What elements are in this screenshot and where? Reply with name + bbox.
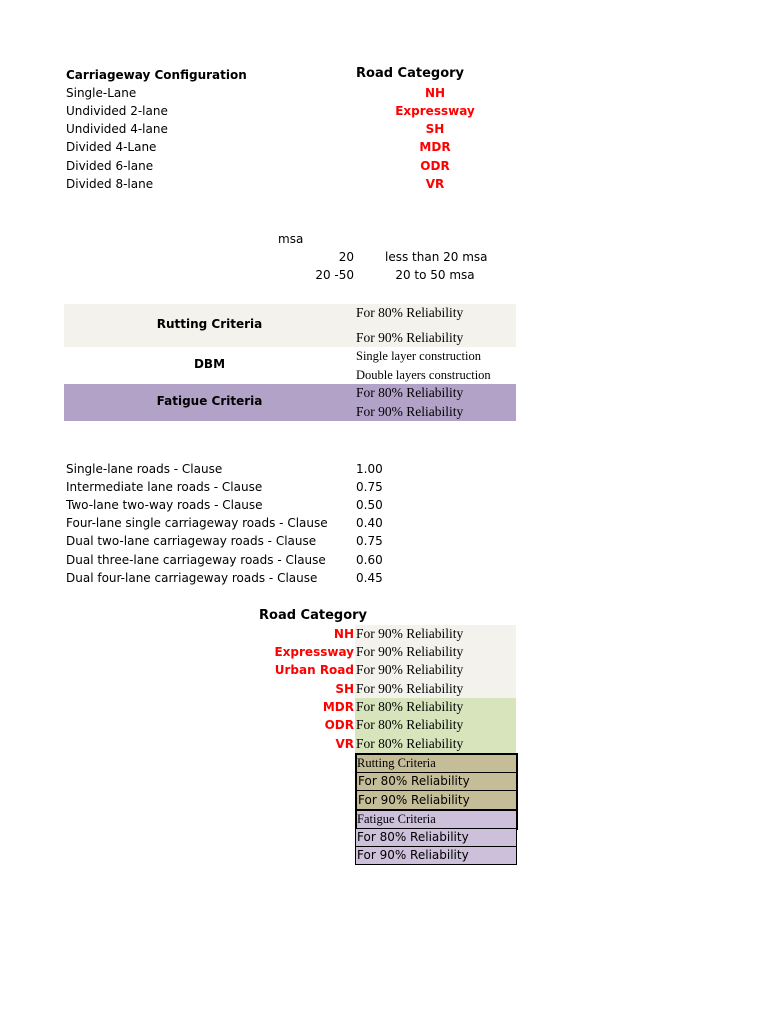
rutting-box-title — [355, 753, 518, 774]
clause-value: 0.75 — [356, 480, 383, 494]
road-category-header: Road Category — [356, 66, 465, 81]
clause-label: Single-lane roads - Clause — [66, 462, 223, 476]
clause-value: 0.50 — [356, 498, 383, 512]
reliability-value: For 80% Reliability — [356, 736, 464, 751]
fatigue-box-row — [355, 846, 517, 865]
clause-label: Dual four-lane carriageway roads - Clause — [66, 571, 318, 585]
rutting-box-row — [355, 790, 518, 811]
category-item: Expressway — [395, 104, 475, 118]
reliability-road-category-header: Road Category — [259, 608, 368, 623]
reliability-category: VR — [335, 737, 354, 751]
reliability-category: ODR — [324, 718, 354, 732]
clause-value: 0.40 — [356, 516, 383, 530]
fatigue-box-row-text: For 80% Reliability — [357, 830, 469, 844]
fatigue-option: For 80% Reliability — [356, 385, 464, 400]
carriageway-config-header: Carriageway Configuration — [66, 68, 247, 82]
clause-value: 0.75 — [356, 534, 383, 548]
reliability-category: Urban Road — [274, 663, 354, 677]
dbm-option: Single layer construction — [356, 349, 481, 363]
fatigue-option: For 90% Reliability — [356, 404, 464, 419]
rutting-criteria-label: Rutting Criteria — [156, 317, 263, 331]
category-item: SH — [425, 122, 445, 136]
category-item: MDR — [419, 140, 451, 154]
clause-value: 0.45 — [356, 571, 383, 585]
clause-value: 0.60 — [356, 553, 383, 567]
reliability-value: For 80% Reliability — [356, 699, 464, 714]
msa-value: 20 -50 — [315, 268, 354, 282]
config-item: Undivided 2-lane — [66, 104, 168, 118]
reliability-value: For 90% Reliability — [356, 681, 464, 696]
msa-desc: less than 20 msa — [385, 250, 488, 264]
rutting-option: For 80% Reliability — [356, 305, 464, 320]
reliability-category: Expressway — [274, 645, 354, 659]
config-item: Divided 4-Lane — [66, 140, 157, 154]
fatigue-box-title-text: Fatigue Criteria — [357, 812, 436, 826]
fatigue-box-title — [355, 809, 518, 830]
category-item: VR — [425, 177, 445, 191]
rutting-box-title-text: Rutting Criteria — [357, 756, 436, 770]
dbm-label: DBM — [193, 357, 226, 371]
clause-value: 1.00 — [356, 462, 383, 476]
reliability-value: For 90% Reliability — [356, 644, 464, 659]
fatigue-box-row — [355, 828, 517, 847]
reliability-category: SH — [335, 682, 354, 696]
config-item: Divided 8-lane — [66, 177, 154, 191]
clause-label: Dual three-lane carriageway roads - Clause — [66, 553, 326, 567]
dbm-option: Double layers construction — [356, 368, 491, 382]
reliability-category: NH — [333, 627, 354, 641]
rutting-box-row-text: For 90% Reliability — [358, 793, 470, 807]
config-item: Single-Lane — [66, 86, 137, 100]
fatigue-criteria-label: Fatigue Criteria — [156, 394, 263, 408]
config-item: Undivided 4-lane — [66, 122, 168, 136]
clause-label: Intermediate lane roads - Clause — [66, 480, 263, 494]
clause-label: Two-lane two-way roads - Clause — [66, 498, 263, 512]
msa-desc: 20 to 50 msa — [395, 268, 475, 282]
clause-label: Four-lane single carriageway roads - Clause — [66, 516, 328, 530]
fatigue-box-row-text: For 90% Reliability — [357, 848, 469, 862]
reliability-value: For 90% Reliability — [356, 662, 464, 677]
rutting-box-row-text: For 80% Reliability — [358, 774, 470, 788]
clause-label: Dual two-lane carriageway roads - Clause — [66, 534, 317, 548]
reliability-value: For 80% Reliability — [356, 717, 464, 732]
rutting-option: For 90% Reliability — [356, 330, 464, 345]
msa-header: msa — [278, 232, 304, 246]
category-item: ODR — [420, 159, 450, 173]
reliability-category: MDR — [322, 700, 354, 714]
rutting-box-row — [355, 772, 518, 791]
config-item: Divided 6-lane — [66, 159, 154, 173]
msa-value: 20 — [338, 250, 354, 264]
category-item: NH — [424, 86, 446, 100]
reliability-value: For 90% Reliability — [356, 626, 464, 641]
